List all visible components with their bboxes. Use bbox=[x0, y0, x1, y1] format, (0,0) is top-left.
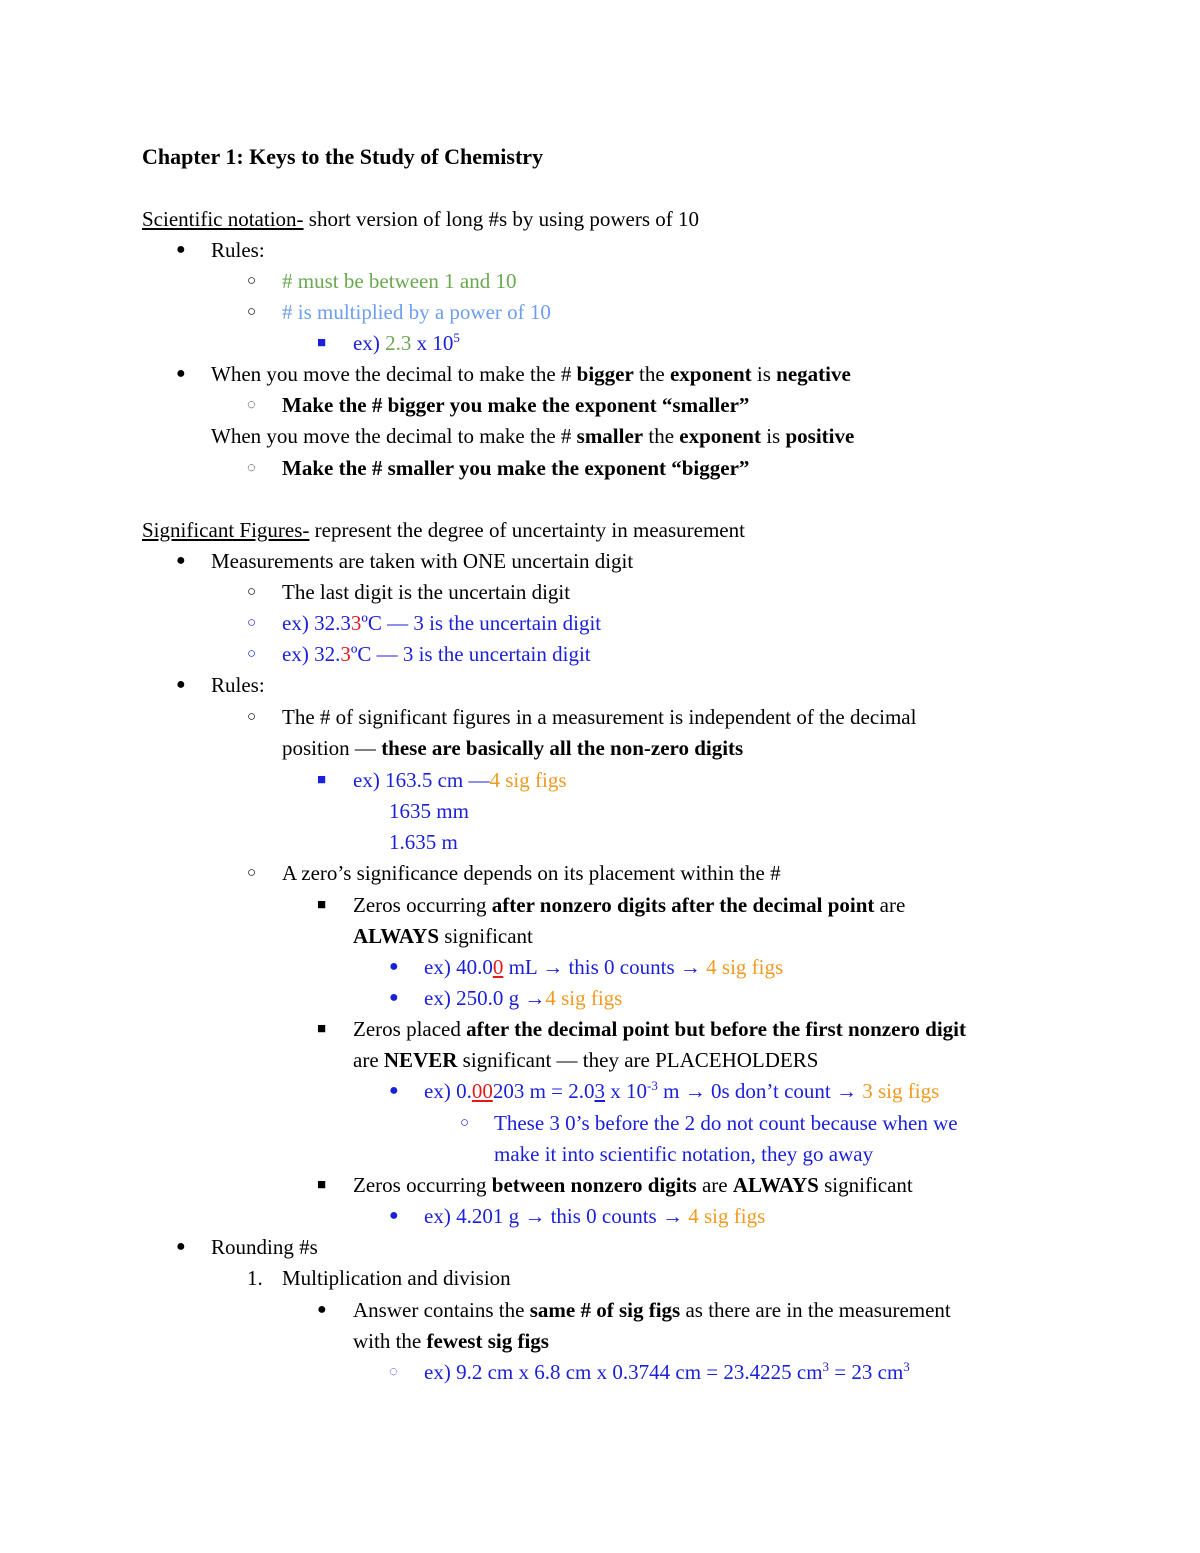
sig-zero-text: are bbox=[353, 1048, 384, 1072]
circle-bullet-icon: ○ bbox=[460, 1115, 470, 1131]
disc-bullet-icon: ● bbox=[317, 1301, 327, 1318]
sig-zero-example-1 bbox=[424, 953, 783, 981]
sig-zero-text: are bbox=[874, 893, 906, 917]
sci-example-number: 2.3 bbox=[385, 331, 412, 355]
sci-point-smaller-note: Make the # smaller you make the exponent “bigger” bbox=[282, 456, 750, 480]
sig-example-mm: 1635 mm bbox=[389, 799, 469, 823]
sig-rule-independent-cont bbox=[282, 734, 743, 762]
sig-zero-bold: after nonzero digits after the decimal point bbox=[491, 893, 875, 917]
dotted-circle-bullet-icon: ◌ bbox=[247, 397, 256, 413]
square-bullet-icon: ■ bbox=[317, 897, 327, 913]
sig-example-exponent: -3 bbox=[647, 1078, 658, 1093]
sig-example-2 bbox=[282, 640, 591, 668]
sig-rule-bold: these are basically all the non-zero digits bbox=[381, 736, 744, 760]
sig-zero-text: Zeros placed bbox=[353, 1017, 467, 1041]
sci-point-bold: positive bbox=[785, 424, 855, 448]
sci-point-text: When you move the decimal to make the # bbox=[211, 362, 577, 386]
rounding-example-text: ex) 9.2 cm x 6.8 cm x 0.3744 cm = 23.4225 cm bbox=[424, 1360, 823, 1384]
disc-bullet-icon: ● bbox=[176, 1238, 186, 1255]
sig-example-text: ºC — 3 is the uncertain digit bbox=[361, 611, 602, 635]
sci-example bbox=[353, 329, 460, 357]
rounding-example-exponent: 3 bbox=[903, 1359, 910, 1374]
sci-rule-1: # must be between 1 and 10 bbox=[282, 269, 517, 293]
sig-zero-example-4 bbox=[424, 1202, 765, 1230]
sig-zero-example-3 bbox=[424, 1077, 939, 1105]
list-number: 1. bbox=[247, 1266, 263, 1290]
sig-zero-bold: ALWAYS bbox=[353, 924, 439, 948]
rounding-example-exponent: 3 bbox=[822, 1359, 830, 1374]
sig-zero-rule-2 bbox=[353, 1015, 966, 1043]
rounding-mult-div: Multiplication and division bbox=[282, 1266, 511, 1290]
sci-point-bold: exponent bbox=[679, 424, 761, 448]
rounding-example-text: = 23 cm bbox=[829, 1360, 904, 1384]
circle-bullet-icon: ○ bbox=[247, 304, 257, 320]
rounding-text: with the bbox=[353, 1329, 427, 1353]
sig-example-text: ex) 250.0 g → bbox=[424, 986, 546, 1010]
rounding-text: as there are in the measurement bbox=[680, 1298, 951, 1322]
sig-example-zero: 0 bbox=[492, 955, 504, 979]
circle-bullet-icon: ○ bbox=[247, 273, 257, 289]
sig-example-count: 4 sig figs bbox=[489, 768, 567, 792]
sig-example-text: ex) 163.5 cm — bbox=[353, 768, 490, 792]
square-bullet-icon: ■ bbox=[317, 1177, 327, 1193]
sci-example-exponent: 5 bbox=[453, 330, 460, 345]
sig-measurements: Measurements are taken with ONE uncertain digit bbox=[211, 549, 634, 573]
sig-example-text: ºC — 3 is the uncertain digit bbox=[350, 642, 591, 666]
sig-example-count: 4 sig figs bbox=[545, 986, 623, 1010]
sci-point-bold: exponent bbox=[669, 362, 752, 386]
sci-rule-2: # is multiplied by a power of 10 bbox=[282, 300, 551, 324]
sci-example-prefix: ex) bbox=[353, 331, 386, 355]
sig-rules-label: Rules: bbox=[211, 673, 265, 697]
circle-bullet-icon: ○ bbox=[247, 584, 257, 600]
disc-bullet-icon: ● bbox=[176, 552, 186, 569]
sig-zero-text: Zeros occurring bbox=[353, 893, 492, 917]
sig-example-text: ex) 32.3 bbox=[282, 611, 351, 635]
sci-point-text: the bbox=[643, 424, 680, 448]
sig-zero-text: Zeros occurring bbox=[353, 1173, 492, 1197]
page-title: Chapter 1: Keys to the Study of Chemistry bbox=[142, 144, 544, 169]
sig-example-count: 3 sig figs bbox=[862, 1079, 940, 1103]
sig-example-uncertain: 3 bbox=[340, 642, 351, 666]
sig-example-count: 4 sig figs bbox=[706, 955, 784, 979]
sig-example-text: mL → this 0 counts → bbox=[503, 955, 707, 979]
sci-point-bigger bbox=[211, 360, 851, 388]
sci-point-smaller bbox=[211, 422, 854, 450]
disc-bullet-icon: ● bbox=[389, 989, 399, 1006]
sig-zero-rule-3 bbox=[353, 1171, 913, 1199]
disc-bullet-icon: ● bbox=[176, 365, 186, 382]
square-bullet-icon: ■ bbox=[317, 772, 327, 788]
sig-zero-text: significant bbox=[818, 1173, 913, 1197]
sci-notation-def: short version of long #s by using powers of 10 bbox=[303, 207, 700, 231]
sig-example-digit: 3 bbox=[594, 1079, 606, 1103]
circle-bullet-icon: ○ bbox=[247, 865, 257, 881]
sig-zero-rule-1 bbox=[353, 891, 905, 919]
sig-zero-bold: after the decimal point but before the first nonzero digit bbox=[466, 1017, 966, 1041]
sig-example-m: 1.635 m bbox=[389, 830, 458, 854]
sci-point-text: the bbox=[633, 362, 670, 386]
disc-bullet-icon: ● bbox=[176, 676, 186, 693]
sig-example-1 bbox=[282, 609, 601, 637]
sig-zero-placement: A zero’s significance depends on its placement within the # bbox=[282, 861, 781, 885]
disc-bullet-icon: ● bbox=[389, 1207, 399, 1224]
sig-rule-text: position — bbox=[282, 736, 382, 760]
sig-zero-note-1: These 3 0’s before the 2 do not count because when we bbox=[494, 1111, 958, 1135]
sci-notation-definition bbox=[142, 205, 699, 233]
disc-bullet-icon: ● bbox=[389, 1082, 399, 1099]
square-bullet-icon: ■ bbox=[317, 335, 327, 351]
sig-example-text: m → 0s don’t count → bbox=[657, 1079, 863, 1103]
sig-zero-bold: NEVER bbox=[383, 1048, 458, 1072]
sci-point-bold: bigger bbox=[576, 362, 634, 386]
sig-zero-bold: ALWAYS bbox=[732, 1173, 819, 1197]
rounding-answer-cont bbox=[353, 1327, 549, 1355]
sig-example-zero: 00 bbox=[471, 1079, 493, 1103]
circle-bullet-icon: ○ bbox=[247, 646, 257, 662]
sig-zero-text: are bbox=[696, 1173, 733, 1197]
sig-zero-rule-2-cont bbox=[353, 1046, 818, 1074]
sci-point-text: is bbox=[760, 424, 786, 448]
rounding-answer bbox=[353, 1296, 951, 1324]
disc-bullet-icon: ● bbox=[389, 958, 399, 975]
sci-point-text: is bbox=[751, 362, 777, 386]
dotted-circle-bullet-icon: ◌ bbox=[389, 1364, 398, 1380]
sig-example-text: x 10 bbox=[605, 1079, 648, 1103]
sci-point-bigger-note: Make the # bigger you make the exponent “smaller” bbox=[282, 393, 750, 417]
sig-example-uncertain: 3 bbox=[350, 611, 362, 635]
disc-bullet-icon: ● bbox=[176, 241, 186, 258]
sig-example-count: 4 sig figs bbox=[688, 1204, 766, 1228]
sci-notation-term: Scientific notation- bbox=[142, 207, 304, 231]
rounding-bold: same # of sig figs bbox=[529, 1298, 681, 1322]
sig-example-text: ex) 0. bbox=[424, 1079, 472, 1103]
sig-last-digit: The last digit is the uncertain digit bbox=[282, 580, 571, 604]
sci-example-power: x 10 bbox=[411, 331, 454, 355]
rounding-example bbox=[424, 1358, 910, 1386]
sig-zero-bold: between nonzero digits bbox=[491, 1173, 697, 1197]
sig-zero-rule-1-cont bbox=[353, 922, 533, 950]
circle-bullet-icon: ○ bbox=[247, 615, 257, 631]
sig-zero-text: significant — they are PLACEHOLDERS bbox=[457, 1048, 819, 1072]
sig-zero-text: significant bbox=[439, 924, 533, 948]
sci-point-bold: smaller bbox=[576, 424, 644, 448]
sig-example-text: ex) 4.201 g → this 0 counts → bbox=[424, 1204, 689, 1228]
sig-example-text: 203 m = 2.0 bbox=[492, 1079, 595, 1103]
sig-figs-def: represent the degree of uncertainty in measurement bbox=[309, 518, 745, 542]
circle-bullet-icon: ○ bbox=[247, 709, 257, 725]
sig-rule-independent: The # of significant figures in a measurement is independent of the decimal bbox=[282, 705, 917, 729]
sig-example-text: ex) 32. bbox=[282, 642, 341, 666]
rounding-heading: Rounding #s bbox=[211, 1235, 318, 1259]
sci-rules-label: Rules: bbox=[211, 238, 265, 262]
square-bullet-icon: ■ bbox=[317, 1021, 327, 1037]
sig-zero-note-2: make it into scientific notation, they go away bbox=[494, 1142, 874, 1166]
sig-figs-term: Significant Figures- bbox=[142, 518, 310, 542]
sci-point-text: When you move the decimal to make the # bbox=[211, 424, 577, 448]
sci-point-bold: negative bbox=[776, 362, 851, 386]
sig-example-cm bbox=[353, 766, 567, 794]
rounding-text: Answer contains the bbox=[353, 1298, 530, 1322]
rounding-bold: fewest sig figs bbox=[426, 1329, 549, 1353]
dotted-circle-bullet-icon: ◌ bbox=[247, 460, 256, 476]
sig-example-text: ex) 40.0 bbox=[424, 955, 493, 979]
sig-zero-example-2 bbox=[424, 984, 622, 1012]
sig-figs-definition bbox=[142, 516, 745, 544]
